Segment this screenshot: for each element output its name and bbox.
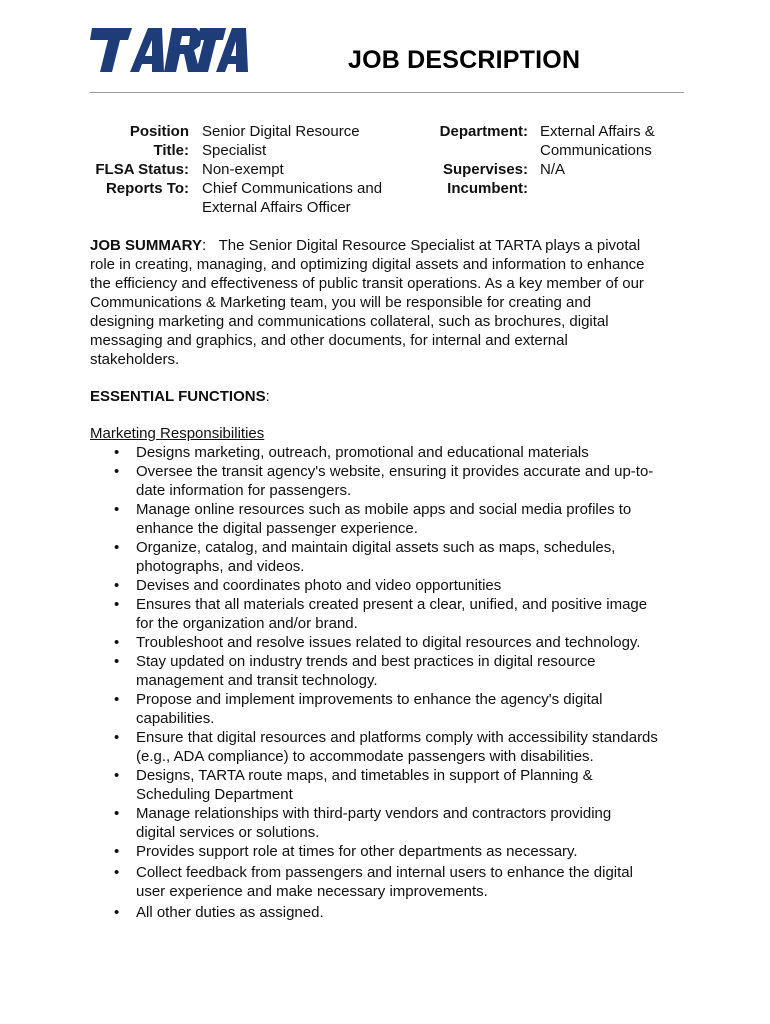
job-summary-text-line: Communications & Marketing team, you will be responsible for creating and: [90, 294, 592, 311]
list-item: [90, 728, 686, 766]
list-item: [90, 804, 686, 842]
list-item: [90, 595, 686, 633]
flsa-status-value: Non-exempt: [202, 161, 284, 178]
job-summary-text-line: The Senior Digital Resource Specialist at TARTA plays a pivotal: [218, 237, 641, 254]
responsibilities-list: [90, 443, 686, 922]
job-summary-heading: JOB SUMMARY: [90, 237, 202, 254]
list-item: [90, 538, 686, 576]
list-item-text: capabilities.: [136, 710, 215, 727]
marketing-responsibilities: [90, 424, 686, 922]
list-item: [90, 500, 686, 538]
list-item-text: • Organize, catalog, and maintain digital assets such as maps, schedules,: [136, 539, 616, 556]
job-summary-line: [90, 236, 686, 255]
list-item: [90, 443, 686, 462]
list-item-text: • Designs, TARTA route maps, and timetables in support of Planning &: [136, 767, 593, 784]
department-value-line2: Communications: [540, 142, 652, 159]
list-item: [90, 842, 686, 861]
essential-functions-heading-colon: :: [265, 388, 270, 405]
list-item-text: digital services or solutions.: [136, 824, 320, 841]
job-summary-text-line: the efficiency and effectiveness of public transit operations. As a key member of our: [90, 275, 644, 292]
list-item-text: management and transit technology.: [136, 672, 378, 689]
header-divider: [90, 92, 684, 93]
list-item-text: • Oversee the transit agency's website, ensuring it provides accurate and up-to-: [136, 463, 654, 480]
list-item: [90, 462, 686, 500]
essential-functions-heading: ESSENTIAL FUNCTIONS: [90, 388, 266, 405]
marketing-responsibilities-heading: Marketing Responsibilities: [90, 425, 265, 442]
list-item-text: • Provides support role at times for other departments as necessary.: [136, 843, 578, 860]
list-item-text: • Troubleshoot and resolve issues related to digital resources and technology.: [136, 634, 641, 651]
department-value-line1: External Affairs &: [540, 123, 655, 140]
list-item-text: • Designs marketing, outreach, promotional and educational materials: [136, 444, 589, 461]
reports-to-value-line1: Chief Communications and: [202, 180, 383, 197]
job-summary-text-line: role in creating, managing, and optimizing digital assets and information to enhance: [90, 256, 645, 273]
flsa-status-label: FLSA Status:: [95, 161, 189, 178]
list-item: [90, 652, 686, 690]
list-item: [90, 863, 686, 901]
supervises-label: Supervises:: [442, 161, 528, 178]
list-item: [90, 690, 686, 728]
list-item-text: user experience and make necessary improvements.: [136, 883, 488, 900]
list-item-text: • All other duties as assigned.: [136, 904, 324, 921]
position-title-label-line1: Position: [129, 123, 189, 140]
list-item: [90, 766, 686, 804]
list-item-text: • Ensures that all materials created present a clear, unified, and positive image: [136, 596, 648, 613]
list-item-text: photographs, and videos.: [136, 558, 305, 575]
list-item-text: • Manage online resources such as mobile apps and social media profiles to: [136, 501, 632, 518]
list-item-text: • Propose and implement improvements to enhance the agency's digital: [136, 691, 603, 708]
list-item-text: Scheduling Department: [136, 786, 293, 803]
document-title: JOB DESCRIPTION: [348, 46, 581, 74]
list-item-text: (e.g., ADA compliance) to accommodate passengers with disabilities.: [136, 748, 594, 765]
incumbent-label: Incumbent:: [447, 180, 528, 197]
job-summary: [90, 236, 686, 369]
list-item-text: • Stay updated on industry trends and best practices in digital resource: [136, 653, 596, 670]
list-item-text: • Collect feedback from passengers and internal users to enhance the digital: [136, 864, 633, 881]
list-item-text: enhance the digital passenger experience.: [136, 520, 418, 537]
list-item: [90, 903, 686, 922]
essential-functions: [90, 387, 686, 406]
reports-to-label: Reports To:: [105, 180, 189, 197]
reports-to-value-line2: External Affairs Officer: [202, 199, 351, 216]
list-item-text: date information for passengers.: [136, 482, 352, 499]
list-item-text: • Manage relationships with third-party vendors and contractors providing: [136, 805, 612, 822]
list-item: [90, 633, 686, 652]
list-item-text: • Ensure that digital resources and platforms comply with accessibility standards: [136, 729, 658, 746]
department-label: Department:: [439, 123, 528, 140]
job-info-right: [432, 122, 682, 202]
list-item-text: for the organization and/or brand.: [136, 615, 358, 632]
job-summary-text-line: stakeholders.: [90, 351, 180, 368]
job-summary-text-line: designing marketing and communications collateral, such as brochures, digital: [90, 313, 609, 330]
job-info-left: [90, 122, 420, 222]
tarta-logo: [90, 26, 248, 74]
supervises-value: N/A: [540, 161, 566, 178]
position-title-value-line2: Specialist: [202, 142, 267, 159]
list-item-text: • Devises and coordinates photo and video opportunities: [136, 577, 502, 594]
job-summary-heading-colon: :: [201, 237, 207, 254]
position-title-label-line2: Title:: [153, 142, 189, 159]
job-summary-text-line: messaging and graphics, and other documents, for internal and external: [90, 332, 568, 349]
position-title-value-line1: Senior Digital Resource: [202, 123, 360, 140]
list-item: [90, 576, 686, 595]
